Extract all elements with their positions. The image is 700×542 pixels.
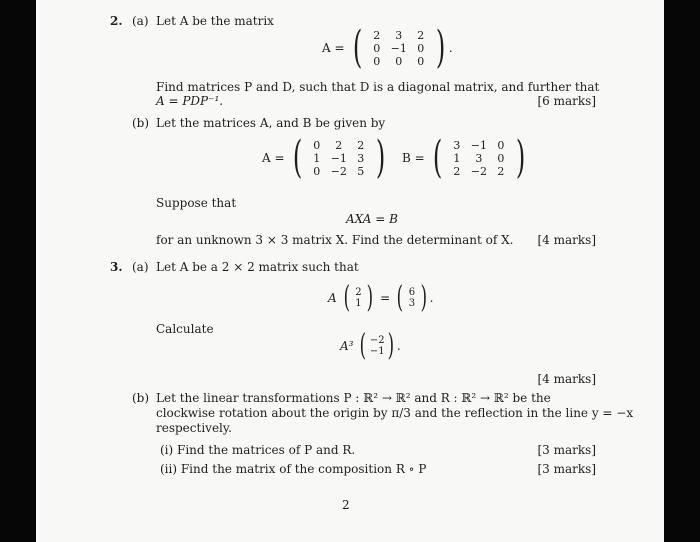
right-paren: ): [435, 22, 446, 73]
vector-entry: −1: [369, 346, 385, 357]
q2a-label: (a): [132, 14, 149, 28]
q3b-label: (b): [132, 391, 150, 405]
document-page: [36, 0, 664, 542]
matrix-cell: −1: [470, 138, 487, 152]
left-dark-border: [0, 0, 36, 542]
q2b-suppose: Suppose that: [156, 196, 237, 210]
right-paren: ): [515, 132, 526, 183]
left-paren: (: [343, 280, 350, 315]
a-cubed-symbol: A³: [340, 339, 354, 353]
matrix-cell: 0: [417, 54, 425, 68]
matrix-cell: −2: [470, 164, 487, 178]
q2b-equation: AXA = B: [346, 212, 398, 226]
matrix-cell: 3: [357, 151, 365, 165]
matrix-cell: 3: [475, 151, 483, 165]
right-paren: ): [367, 280, 374, 315]
q3a-a-cubed-expression: [340, 328, 405, 363]
q3a-marks: [4 marks]: [537, 372, 596, 386]
matrix-cell: −1: [390, 41, 407, 55]
matrix-cell: 3: [453, 138, 461, 152]
matrix-cell: 2: [373, 28, 381, 42]
matrix-cell: 2: [453, 164, 461, 178]
matrix-cell: 3: [395, 28, 403, 42]
matrix-A2: [306, 139, 372, 178]
right-paren: ): [387, 328, 395, 363]
period: .: [448, 41, 453, 55]
matrix-cell: 0: [313, 138, 321, 152]
q2a-marks: [6 marks]: [537, 94, 596, 108]
q3a-eigen-equation: [328, 280, 437, 315]
vector-2-1: [352, 287, 364, 309]
matrix-cell: 0: [395, 54, 403, 68]
vector-entry: −2: [369, 335, 385, 346]
matrix-B-label: B =: [402, 151, 425, 165]
matrix-cell: 0: [497, 138, 505, 152]
vector-neg2-neg1: [369, 335, 385, 357]
matrix-A2-block: [262, 132, 389, 183]
matrix-cell: 0: [417, 41, 425, 55]
q3b-ii-marks: [3 marks]: [537, 462, 596, 476]
q2b-unknown: for an unknown 3 × 3 matrix X. Find the determinant of X.: [156, 233, 514, 247]
q3b-line3: respectively.: [156, 421, 232, 435]
q3b-part-i: (i) Find the matrices of P and R.: [160, 443, 356, 457]
q3b-part-ii: (ii) Find the matrix of the composition R ∘ P: [160, 462, 427, 476]
matrix-cell: 2: [417, 28, 425, 42]
left-paren: (: [360, 328, 367, 363]
vector-entry: 6: [408, 287, 416, 298]
left-paren: (: [352, 22, 362, 73]
q2b-text: Let the matrices A, and B be given by: [156, 116, 386, 130]
right-paren: ): [420, 280, 427, 315]
period: .: [396, 339, 401, 353]
q3a-calculate: Calculate: [156, 322, 214, 336]
vector-entry: 2: [355, 287, 362, 298]
vector-entry: 3: [408, 298, 416, 309]
page-number: 2: [342, 498, 350, 512]
q3a-label: (a): [132, 260, 149, 274]
q2b-marks: [4 marks]: [537, 233, 596, 247]
q2a-find-line1: Find matrices P and D, such that D is a diagonal matrix, and further that: [156, 80, 600, 94]
matrix-cell: −1: [330, 151, 347, 165]
matrix-cell: 2: [335, 138, 343, 152]
q2b-label: (b): [132, 116, 150, 130]
q2a-find-line2: A = PDP⁻¹.: [156, 94, 224, 108]
q3b-line2: clockwise rotation about the origin by π/3 and the reflection in the line y = −x: [156, 406, 634, 420]
matrix-cell: 0: [373, 54, 381, 68]
matrix-A-symbol: A: [328, 291, 337, 305]
matrix-cell: −2: [330, 164, 347, 178]
vector-entry: 1: [355, 298, 362, 309]
right-paren: ): [375, 132, 386, 183]
matrix-A2-label: A =: [262, 151, 285, 165]
vector-6-3: [406, 287, 418, 309]
equals-sign: =: [380, 291, 391, 305]
matrix-A-label: A =: [322, 41, 345, 55]
q3-number: 3.: [110, 260, 123, 274]
q2a-text: Let A be the matrix: [156, 14, 274, 28]
q3b-line1: Let the linear transformations P : ℝ² → ℝ² and R : ℝ² → ℝ² be the: [156, 391, 551, 405]
right-dark-border: [664, 0, 700, 542]
q2-number: 2.: [110, 14, 123, 28]
matrix-cell: 2: [357, 138, 365, 152]
left-paren: (: [432, 132, 442, 183]
matrix-cell: 0: [497, 151, 505, 165]
matrix-cell: 5: [357, 164, 365, 178]
q3b-i-marks: [3 marks]: [537, 443, 596, 457]
matrix-cell: 0: [373, 41, 381, 55]
left-paren: (: [396, 280, 404, 315]
period: .: [429, 291, 434, 305]
matrix-cell: 1: [313, 151, 321, 165]
matrix-cell: 0: [313, 164, 321, 178]
matrix-cell: 1: [453, 151, 461, 165]
matrix-B-block: [402, 132, 529, 183]
matrix-B: [446, 139, 512, 178]
left-paren: (: [292, 132, 302, 183]
matrix-cell: 2: [497, 164, 505, 178]
matrix-A: [366, 29, 432, 68]
matrix-A-block: [322, 22, 457, 73]
q3a-text: Let A be a 2 × 2 matrix such that: [156, 260, 359, 274]
